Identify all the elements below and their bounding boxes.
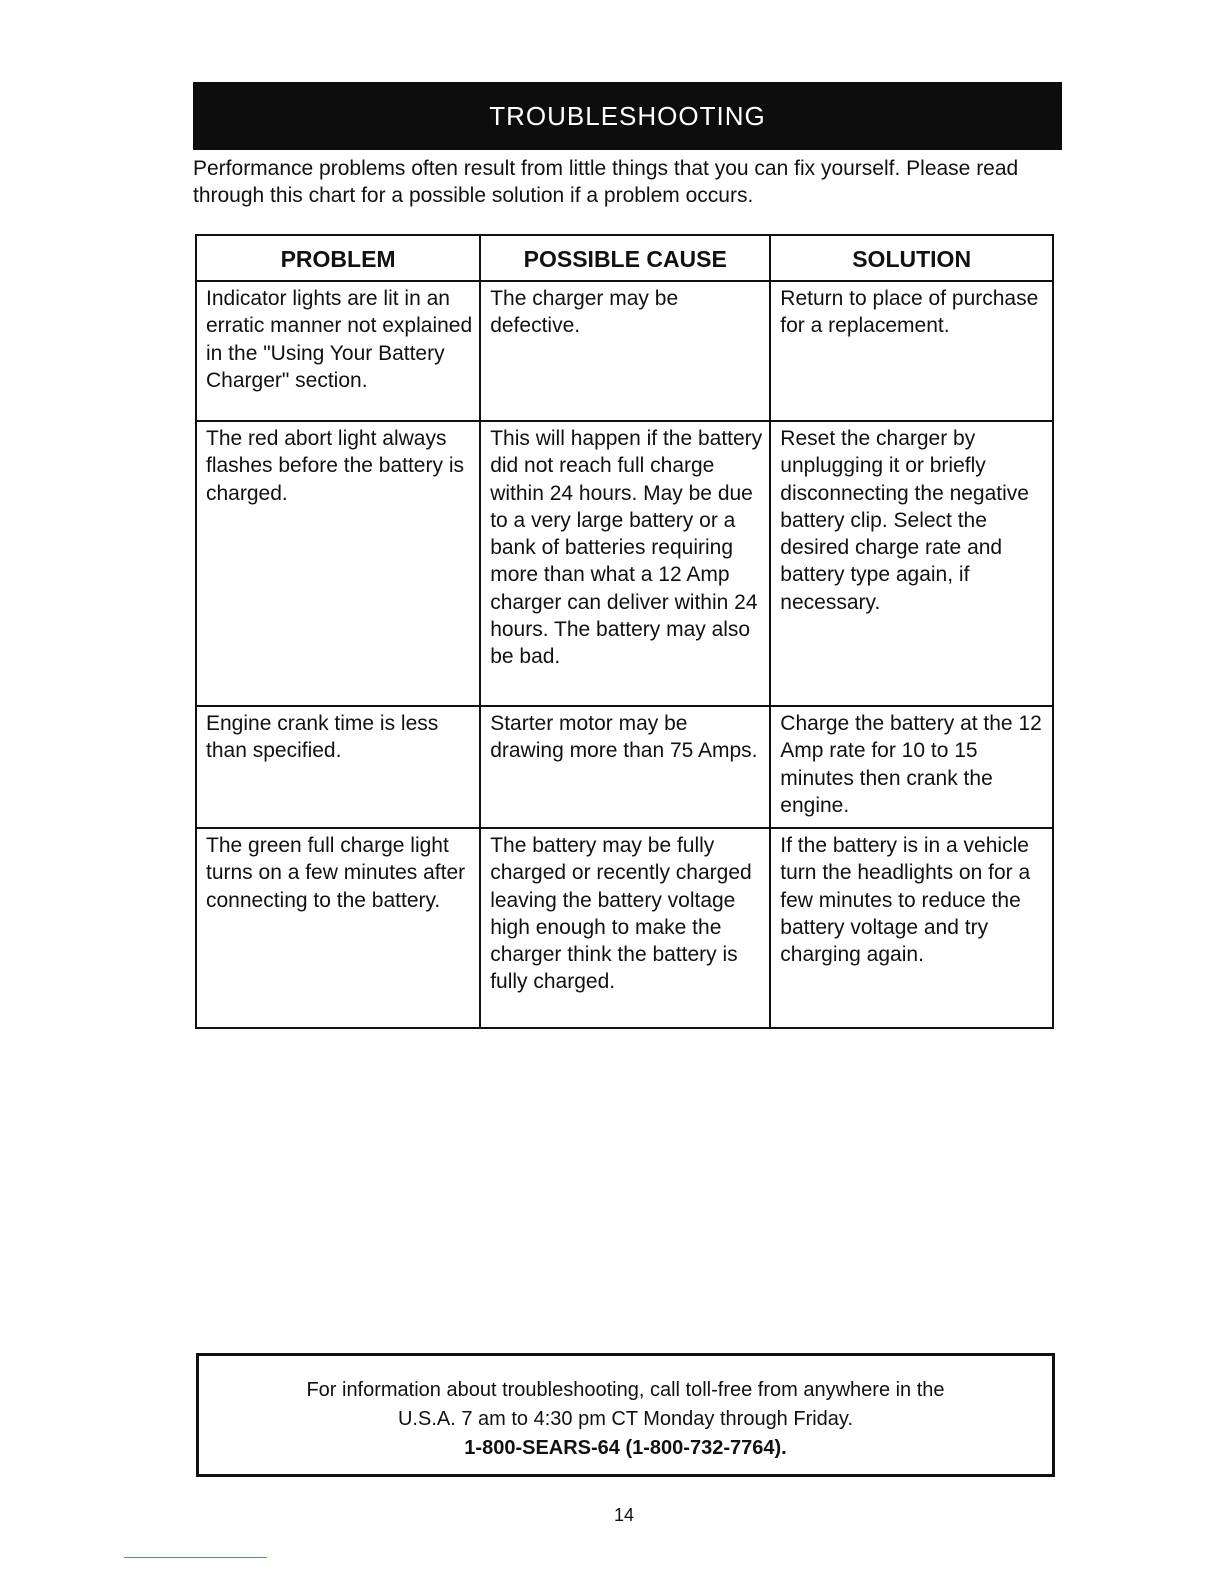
intro-paragraph: Performance problems often result from little things that you can fix yourself. Please read through this chart for a possible solution if a problem occurs. — [193, 157, 1019, 207]
contact-info-box — [196, 1353, 1055, 1477]
column-header-solution: SOLUTION — [770, 235, 1053, 281]
solution-cell: Charge the battery at the 12 Amp rate for 10 to 15 minutes then crank the engine. — [770, 706, 1053, 828]
footnote-divider — [124, 1557, 267, 1558]
contact-info-line: For information about troubleshooting, call toll-free from anywhere in the — [306, 1379, 945, 1401]
cause-cell: The battery may be fully charged or recently charged leaving the battery voltage high enough to make the charger think the battery is fully charged. — [480, 828, 770, 1028]
table-header-row — [196, 235, 1053, 281]
problem-cell: Engine crank time is less than specified. — [196, 706, 480, 828]
table-row — [196, 828, 1053, 1028]
column-header-possible-cause: POSSIBLE CAUSE — [480, 235, 770, 281]
cause-cell: Starter motor may be drawing more than 75 Amps. — [480, 706, 770, 828]
solution-cell: Return to place of purchase for a replacement. — [770, 281, 1053, 421]
cause-cell: The charger may be defective. — [480, 281, 770, 421]
problem-cell: The red abort light always flashes before the battery is charged. — [196, 421, 480, 706]
section-title: TROUBLESHOOTING — [489, 100, 766, 131]
contact-hours-line: U.S.A. 7 am to 4:30 pm CT Monday through Friday. — [397, 1408, 854, 1430]
column-header-problem: PROBLEM — [196, 235, 480, 281]
page-number: 14 — [613, 1505, 635, 1525]
troubleshooting-table — [195, 234, 1054, 1029]
section-title-banner — [193, 82, 1062, 150]
cause-cell: This will happen if the battery did not reach full charge within 24 hours. May be due to a very large battery or a bank of batteries requiring more than what a 12 Amp charger can deliver within 24 hours. The battery may also be bad. — [480, 421, 770, 706]
table-row — [196, 421, 1053, 706]
solution-cell: If the battery is in a vehicle turn the headlights on for a few minutes to reduce the battery voltage and try charging again. — [770, 828, 1053, 1028]
solution-cell: Reset the charger by unplugging it or briefly disconnecting the negative battery clip. Select the desired charge rate and battery type again, if necessary. — [770, 421, 1053, 706]
problem-cell: The green full charge light turns on a few minutes after connecting to the battery. — [196, 828, 480, 1028]
table-row — [196, 706, 1053, 828]
contact-phone-number: 1-800-SEARS-64 (1-800-732-7764). — [464, 1437, 787, 1459]
table-row — [196, 281, 1053, 421]
problem-cell: Indicator lights are lit in an erratic manner not explained in the "Using Your Battery Charger" section. — [196, 281, 480, 421]
